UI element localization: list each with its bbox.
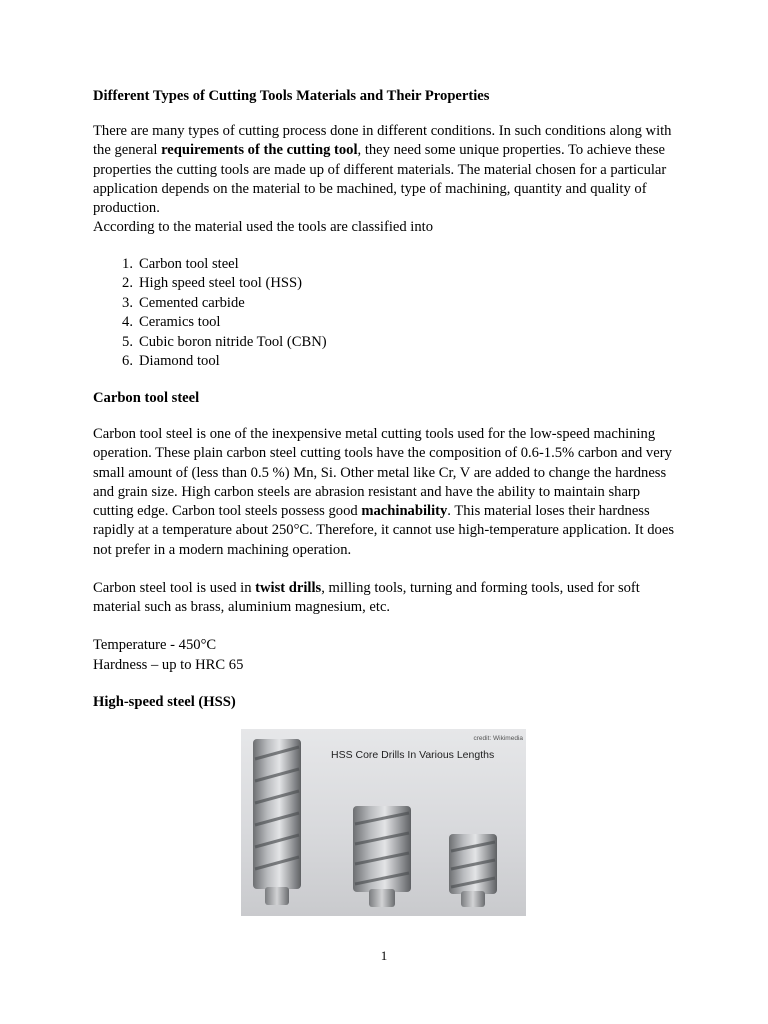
- list-item-label: Cubic boron nitride Tool (CBN): [139, 333, 327, 350]
- page-title: Different Types of Cutting Tools Materials and Their Properties: [93, 88, 490, 104]
- hardness-line: Hardness – up to HRC 65: [93, 657, 244, 673]
- medium-drill-icon: [353, 806, 411, 907]
- carbon-paragraph-2: [93, 579, 683, 618]
- list-item-label: High speed steel tool (HSS): [139, 275, 302, 292]
- carbon-text-2: . This material loses their hardness rapidly at a temperature about 250°C. Therefore, it cannot use high-temperature application. It does not prefer in a modern machining operation.: [93, 503, 674, 558]
- list-number: 5.: [122, 333, 133, 350]
- list-item-label: Cemented carbide: [139, 294, 245, 311]
- list-number: 2.: [122, 275, 133, 292]
- temperature-line: Temperature - 450°C: [93, 637, 217, 653]
- intro-classification-line: According to the material used the tools are classified into: [93, 219, 434, 236]
- classification-list: [93, 255, 593, 371]
- carbon-paragraph-1: [93, 425, 683, 560]
- list-item: [93, 352, 593, 371]
- list-number: 1.: [122, 256, 133, 272]
- list-item: [93, 294, 593, 313]
- small-drill-icon: [449, 834, 497, 907]
- large-drill-icon: [253, 739, 301, 905]
- list-item: [93, 333, 593, 352]
- list-item-label: Ceramics tool: [139, 314, 221, 331]
- carbon-bold-twist-drills: twist drills: [255, 580, 322, 596]
- list-number: 6.: [122, 353, 133, 370]
- list-item-label: Carbon tool steel: [139, 256, 239, 272]
- intro-paragraph: [93, 122, 683, 238]
- hss-core-drills-photo: [241, 729, 526, 916]
- carbon-bold-machinability: machinability: [361, 503, 448, 520]
- carbon-text-1: Carbon tool steel is one of the inexpensive metal cutting tools used for the low-speed machining operation. These plain carbon steel cutting tools have the composition of 0.6-1.5% carbon and very small amount of (less than 0.5 %) Mn, Si. Other metal like Cr, V are added to change the hardness and grain size. High carbon steels are abrasion resistant and have the ability to maintain sharp cutting edge. Carbon tool steels possess good: [93, 426, 672, 520]
- section-heading-hss: High-speed steel (HSS): [93, 694, 236, 710]
- section-heading-carbon: Carbon tool steel: [93, 390, 200, 406]
- list-number: 3.: [122, 294, 133, 311]
- list-item: [93, 313, 593, 332]
- carbon-uses-text-1: Carbon steel tool is used in: [93, 580, 256, 596]
- list-item-label: Diamond tool: [139, 353, 220, 370]
- image-caption: HSS Core Drills In Various Lengths: [331, 749, 495, 761]
- list-item: [93, 274, 593, 293]
- intro-bold-link-text: requirements of the cutting tool: [161, 142, 358, 159]
- intro-text-1: There are many types of cutting process done in different conditions. In such conditions along with the general: [93, 123, 672, 159]
- page-number: 1: [380, 948, 388, 963]
- list-number: 4.: [122, 314, 133, 331]
- intro-text-2: , they need some unique properties. To achieve these properties the cutting tools are made up of different materials. The material chosen for a particular application depends on the material to be machined, type of machining, quantity and quality of production.: [93, 142, 667, 217]
- list-item: [93, 255, 593, 274]
- carbon-uses-text-2: , milling tools, turning and forming tools, used for soft material such as brass, aluminium magnesium, etc.: [93, 580, 640, 616]
- image-credit: credit: Wikimedia: [473, 735, 523, 742]
